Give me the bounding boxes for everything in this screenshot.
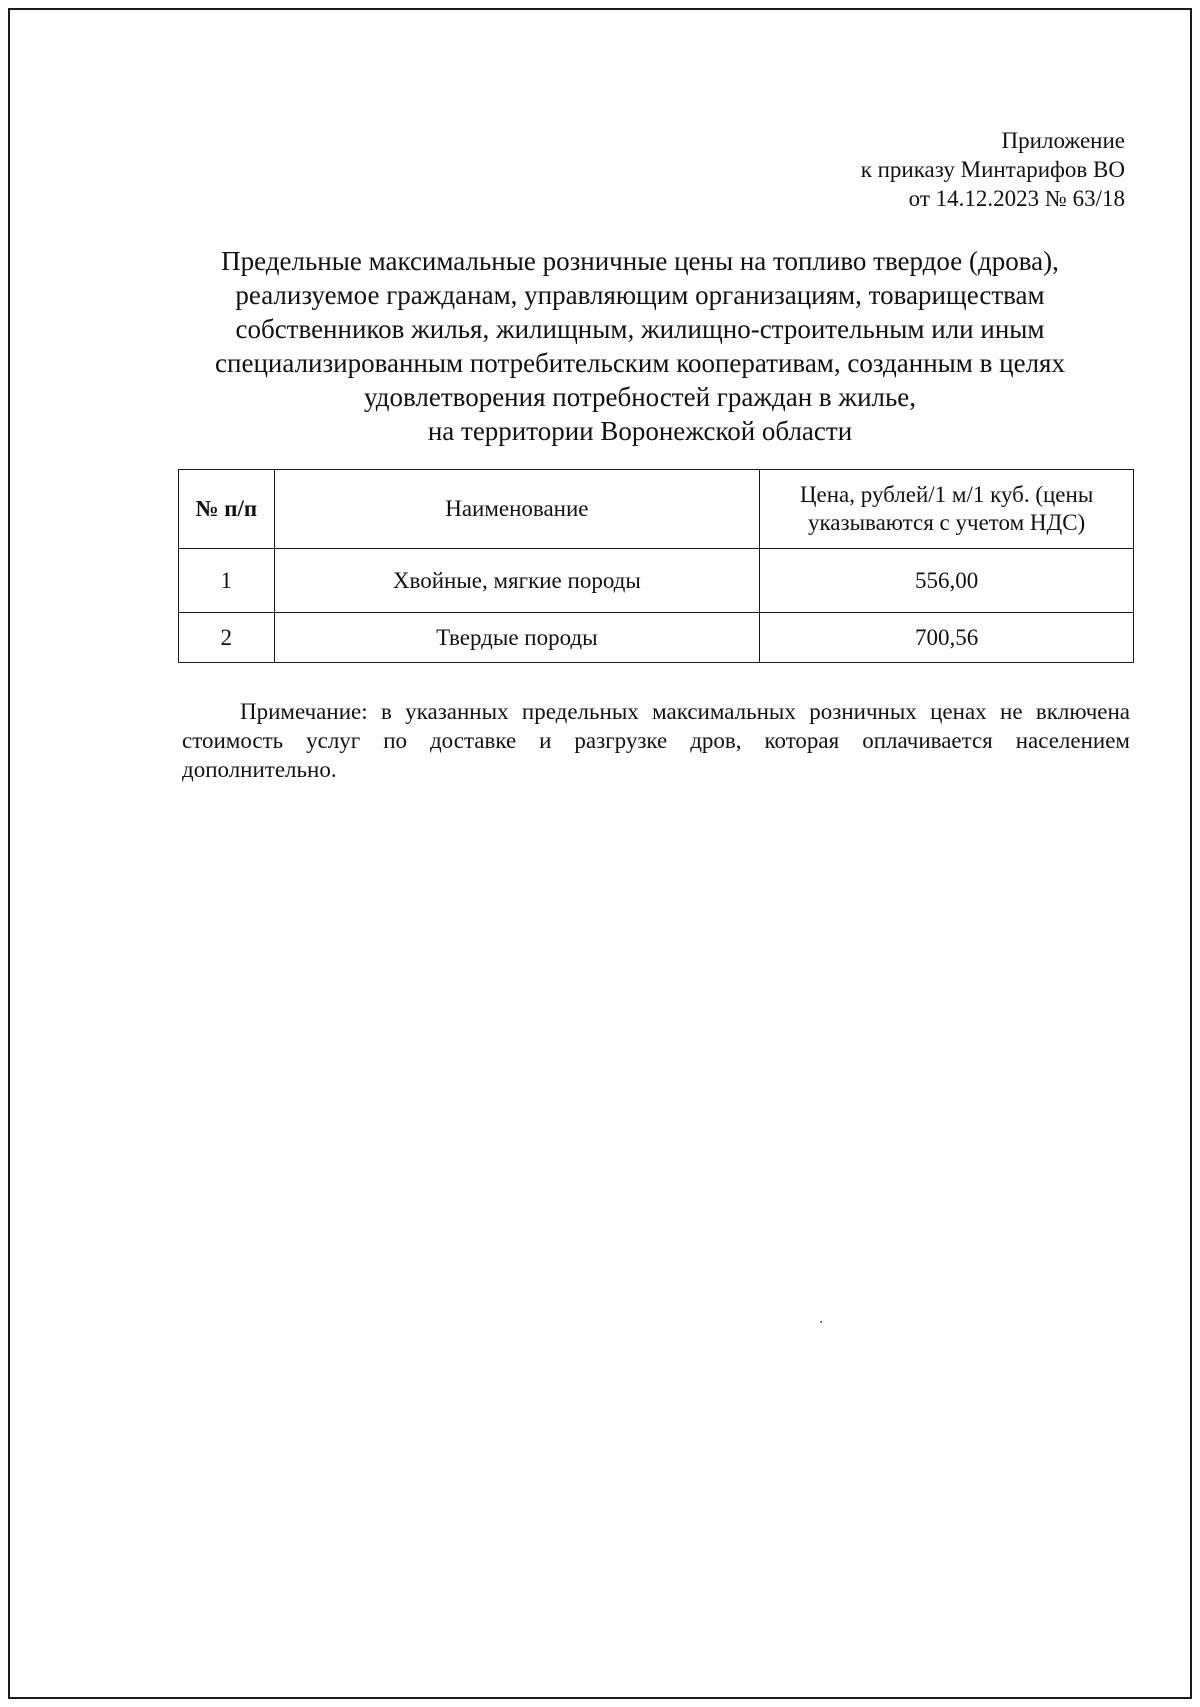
title-line: специализированным потребительским кооперативам, созданным в целях	[215, 348, 1065, 378]
order-reference: к приказу Минтарифов ВО	[860, 157, 1125, 182]
header-number: № п/п	[179, 470, 275, 549]
header-price-line: указываются с учетом НДС)	[807, 510, 1086, 535]
title-line: реализуемое гражданам, управляющим организациям, товариществам	[235, 280, 1045, 310]
document-title	[160, 244, 1120, 448]
row-price: 700,56	[760, 613, 1134, 663]
price-table	[178, 469, 1134, 663]
table-row	[179, 549, 1134, 613]
title-line: на территории Воронежской области	[427, 416, 853, 446]
scan-artifact	[820, 1321, 822, 1323]
title-line: Предельные максимальные розничные цены на топливо твердое (дрова),	[221, 246, 1059, 276]
title-line: собственников жилья, жилищным, жилищно-строительным или иным	[235, 314, 1045, 344]
header-name: Наименование	[274, 470, 760, 549]
row-name: Твердые породы	[274, 613, 760, 663]
header-price	[760, 470, 1134, 549]
header-price-line: Цена, рублей/1 м/1 куб. (цены	[799, 482, 1094, 507]
row-price: 556,00	[760, 549, 1134, 613]
note-paragraph: Примечание: в указанных предельных максимальных розничных ценах не включена стоимость услуг по доставке и разгрузке дров, которая оплачивается населением дополнительно.	[182, 699, 1130, 782]
title-line: удовлетворения потребностей граждан в жилье,	[363, 382, 917, 412]
order-date-number: от 14.12.2023 № 63/18	[908, 186, 1125, 211]
table-header-row	[179, 470, 1134, 549]
appendix-header	[861, 126, 1125, 213]
row-number: 2	[179, 613, 275, 663]
row-name: Хвойные, мягкие породы	[274, 549, 760, 613]
appendix-label: Приложение	[1001, 128, 1125, 153]
row-number: 1	[179, 549, 275, 613]
table-row	[179, 613, 1134, 663]
